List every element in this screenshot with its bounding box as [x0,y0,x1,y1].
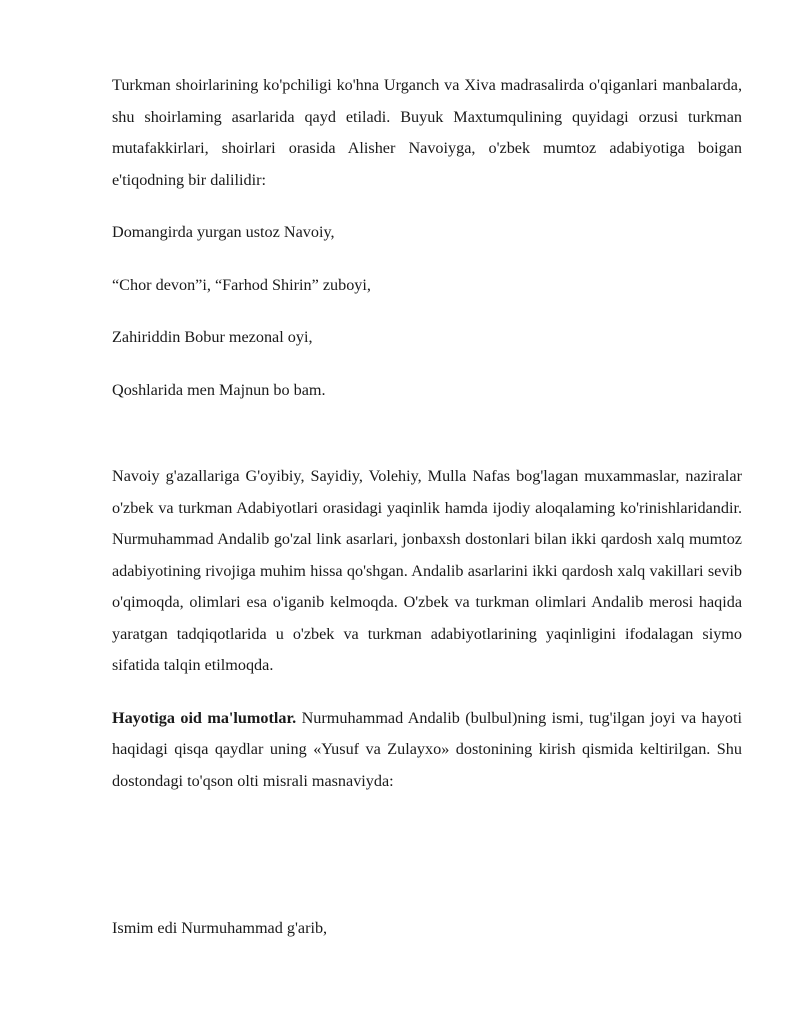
paragraph-biography [112,703,742,798]
biography-text: Nurmuhammad Andalib (bulbul)ning ismi, tug'ilgan joyi va hayoti haqidagi qisqa qaydlar uning «Yusuf va Zulayxo» dostonining kirish qismida keltirilgan. Shu dostondagi to'qson olti misrali masnaviyda: [112,708,743,790]
paragraph-intro: Turkman shoirlarining ko'pchiligi ko'hna Urganch va Xiva madrasalirda o'qiganlari manbalarda, shu shoirlaming asarlarida qayd etiladi. Buyuk Maxtumqulining quyidagi orzusi turkman mutafakkirlari, shoirlari orasida Alisher Navoiyga, o'zbek mumtoz adabiyotiga boigan e'tiqodning bir dalilidir: [112,76,742,189]
verse-line-5: Ismim edi Nurmuhammad g'arib, [112,919,328,937]
biography-heading: Hayotiga oid ma'lumotlar. [112,708,297,727]
verse-line-1: Domangirda yurgan ustoz Navoiy, [112,223,335,241]
verse-line-3: Zahiriddin Bobur mezonal oyi, [112,328,313,346]
document-page [112,70,742,945]
verse-line-4: Qoshlarida men Majnun bo bam. [112,380,326,399]
verse-line-2: “Chor devon”i, “Farhod Shirin” zuboyi, [112,275,371,294]
paragraph-literary-ties: Navoiy g'azallariga G'oyibiy, Sayidiy, Volehiy, Mulla Nafas bog'lagan muxammaslar, naziralar o'zbek va turkman Adabiyotlari orasidagi yaqinlik hamda ijodiy aloqalaming ko'rinishlaridandir. Nurmuhammad Andalib go'zal link asarlari, jonbaxsh dostonlari bilan ikki qardosh xalq mumtoz adabiyotining rivojiga muhim hissa qo'shgan. Andalib asarlarini ikki qardosh xalq vakillari sevib o'qimoqda, olimlari esa o'iganib kelmoqda. O'zbek va turkman olimlari Andalib merosi haqida yaratgan tadqiqotlarida u o'zbek va turkman adabiyotlarining yaqinligini ifodalagan siymo sifatida talqin etilmoqda. [112,467,742,674]
